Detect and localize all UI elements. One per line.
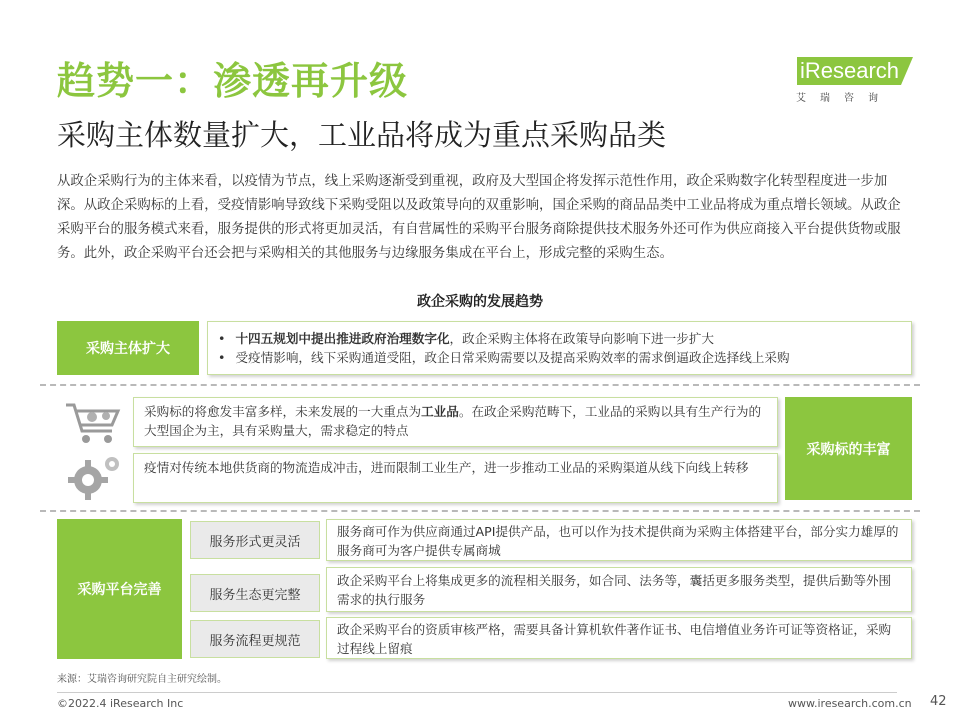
copyright: ©2022.4 iResearch Inc [57, 697, 184, 710]
tag-flexible-service: 服务形式更灵活 [190, 521, 320, 559]
page-number: 42 [930, 694, 947, 709]
label-purchasing-object: 采购标的丰富 [785, 397, 912, 500]
row2-content-box-1 [133, 397, 778, 447]
page-subtitle: 采购主体数量扩大，工业品将成为重点采购品类 [57, 118, 667, 152]
source-note: 来源：艾瑞咨询研究院自主研究绘制。 [57, 674, 227, 685]
tag-standardized-process: 服务流程更规范 [190, 620, 320, 658]
label-platform-improvement: 采购平台完善 [57, 519, 182, 659]
row2-content-box-2: 疫情对传统本地供货商的物流造成冲击，进而限制工业生产，进一步推动工业品的采购渠道从线下向线上转移 [133, 453, 778, 503]
row3-content-box-1: 服务商可作为供应商通过API提供产品，也可以作为技术提供商为采购主体搭建平台，部分实力雄厚的服务商可为客户提供专属商城 [326, 519, 912, 561]
row1-content-box [207, 321, 912, 375]
row2-box1-text-post: 。在政企采购范畴下，工业品的采购以具有生产行为的大型国企为主，具有采购量大，需求稳定的特点 [144, 404, 762, 438]
gears-icon [66, 452, 128, 502]
logo-subtitle: 艾瑞咨询 [796, 93, 892, 104]
row3-content-box-2: 政企采购平台上将集成更多的流程相关服务，如合同、法务等，囊括更多服务类型，提供后勤等外围需求的执行服务 [326, 567, 912, 612]
diagram-title: 政企采购的发展趋势 [417, 294, 543, 310]
footer-divider [57, 692, 897, 693]
row1-bullet-1-bold: 十四五规划中提出推进政府治理数字化 [235, 331, 450, 346]
row1-bullet-1-text: ，政企采购主体将在政策导向影响下进一步扩大 [449, 331, 714, 346]
dashed-divider-2 [40, 510, 920, 512]
row3-content-box-3: 政企采购平台的资质审核严格，需要具备计算机软件著作证书、电信增值业务许可证等资格证，采购过程线上留痕 [326, 617, 912, 659]
label-purchasing-subject: 采购主体扩大 [57, 321, 199, 375]
website-url: www.iresearch.com.cn [788, 697, 912, 710]
row1-bullet-2: • 受疫情影响，线下采购通道受阻，政企日常采购需要以及提高采购效率的需求倒逼政企选择线上采购 [218, 348, 899, 367]
row2-box1-text-pre: 采购标的将愈发丰富多样，未来发展的一大重点为 [144, 404, 422, 419]
logo-text: iResearch [800, 58, 900, 83]
page-title: 趋势一：渗透再升级 [57, 59, 409, 103]
row1-bullet-1 [218, 329, 899, 348]
row2-box1-bold: 工业品 [421, 404, 459, 419]
shopping-cart-gears-icon [62, 397, 126, 447]
intro-paragraph: 从政企采购行为的主体来看，以疫情为节点，线上采购逐渐受到重视，政府及大型国企将发挥示范性作用，政企采购数字化转型程度进一步加深。从政企采购标的上看，受疫情影响导致线下采购受阻以及政策导向的双重影响，国企采购的商品品类中工业品将成为重点增长领域。从政企采购平台的服务模式来看，服务提供的形式将更加灵活，有自营属性的采购平台服务商除提供技术服务外还可作为供应商接入平台提供货物或服务。此外，政企采购平台还会把与采购相关的其他服务与边缘服务集成在平台上，形成完整的采购生态。 [57, 174, 901, 261]
dashed-divider-1 [40, 384, 920, 386]
tag-complete-ecosystem: 服务生态更完整 [190, 574, 320, 612]
